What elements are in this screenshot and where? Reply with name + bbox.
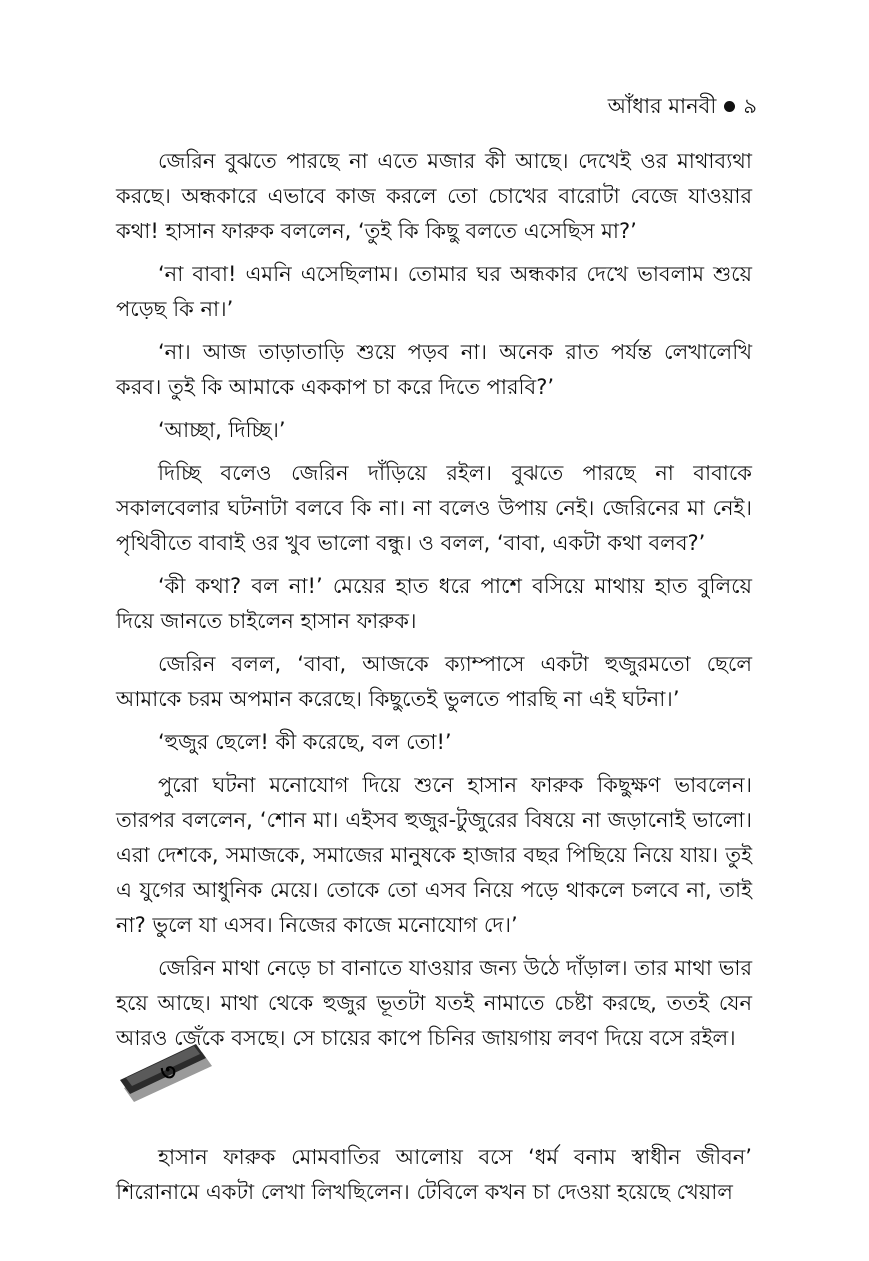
running-header	[608, 92, 757, 120]
body-text	[116, 144, 752, 1064]
paragraph: ‘না বাবা! এমনি এসেছিলাম। তোমার ঘর অন্ধকার দেখে ভাবলাম শুয়ে পড়েছ কি না।’	[116, 262, 752, 321]
paragraph: জেরিন বলল, ‘বাবা, আজকে ক্যাম্পাসে একটা হুজুরমতো ছেলে আমাকে চরম অপমান করেছে। কিছুতেই ভুলতে পারছি না এই ঘটনা।’	[116, 652, 752, 711]
book-title: আঁধার মানবী	[607, 94, 717, 118]
paragraph: জেরিন বুঝতে পারছে না এতে মজার কী আছে। দেখেই ওর মাথাব্যথা করছে। অন্ধকারে এভাবে কাজ করলে তো চোখের বারোটা বেজে যাওয়ার কথা! হাসান ফারুক বললেন, ‘তুই কি কিছু বলতে এসেছিস মা?’	[116, 149, 752, 243]
paragraph: ‘হুজুর ছেলে! কী করেছে, বল তো!’	[158, 730, 452, 754]
paragraph: হাসান ফারুক মোমবাতির আলোয় বসে ‘ধর্ম বনাম স্বাধীন জীবন’ শিরোনামে একটা লেখা লিখছিলেন। টেবিলে কখন চা দেওয়া হয়েছে খেয়াল	[116, 1145, 752, 1204]
paragraph: দিচ্ছি বলেও জেরিন দাঁড়িয়ে রইল। বুঝতে পারছে না বাবাকে সকালবেলার ঘটনাটা বলবে কি না। না বলেও উপায় নেই। জেরিনের মা নেই। পৃথিবীতে বাবাই ওর খুব ভালো বন্ধু। ও বলল, ‘বাবা, একটা কথা বলব?’	[116, 461, 752, 555]
paragraph: পুরো ঘটনা মনোযোগ দিয়ে শুনে হাসান ফারুক কিছুক্ষণ ভাবলেন। তারপর বললেন, ‘শোন মা। এইসব হুজুর-টুজুরের বিষয়ে না জড়ানোই ভালো। এরা দেশকে, সমাজকে, সমাজের মানুষকে হাজার বছর পিছিয়ে নিয়ে যায়। তুই এ যুগের আধুনিক মেয়ে। তোকে তো এসব নিয়ে পড়ে থাকলে চলবে না, তাই না? ভুলে যা এসব। নিজের কাজে মনোযোগ দে।’	[116, 773, 752, 937]
paragraph: ‘না। আজ তাড়াতাড়ি শুয়ে পড়ব না। অনেক রাত পর্যন্ত লেখালেখি করব। তুই কি আমাকে এককাপ চা করে দিতে পারবি?’	[116, 340, 752, 399]
section-number-badge	[118, 1028, 228, 1108]
body-text-continued	[116, 1140, 752, 1210]
paragraph: জেরিন মাথা নেড়ে চা বানাতে যাওয়ার জন্য উঠে দাঁড়াল। তার মাথা ভার হয়ে আছে। মাথা থেকে হুজুর ভূতটা যতই নামাতে চেষ্টা করছে, ততই যেন আরও জেঁকে বসছে। সে চায়ের কাপে চিনির জায়গায় লবণ দিয়ে বসে রইল।	[116, 956, 752, 1050]
page-number: ৯	[743, 94, 757, 118]
paragraph: ‘কী কথা? বল না!’ মেয়ের হাত ধরে পাশে বসিয়ে মাথায় হাত বুলিয়ে দিয়ে জানতে চাইলেন হাসান ফারুক।	[116, 574, 752, 633]
bullet-icon	[724, 101, 735, 112]
paragraph: ‘আচ্ছা, দিচ্ছি।’	[158, 418, 286, 442]
section-number: ৩	[160, 1058, 176, 1086]
